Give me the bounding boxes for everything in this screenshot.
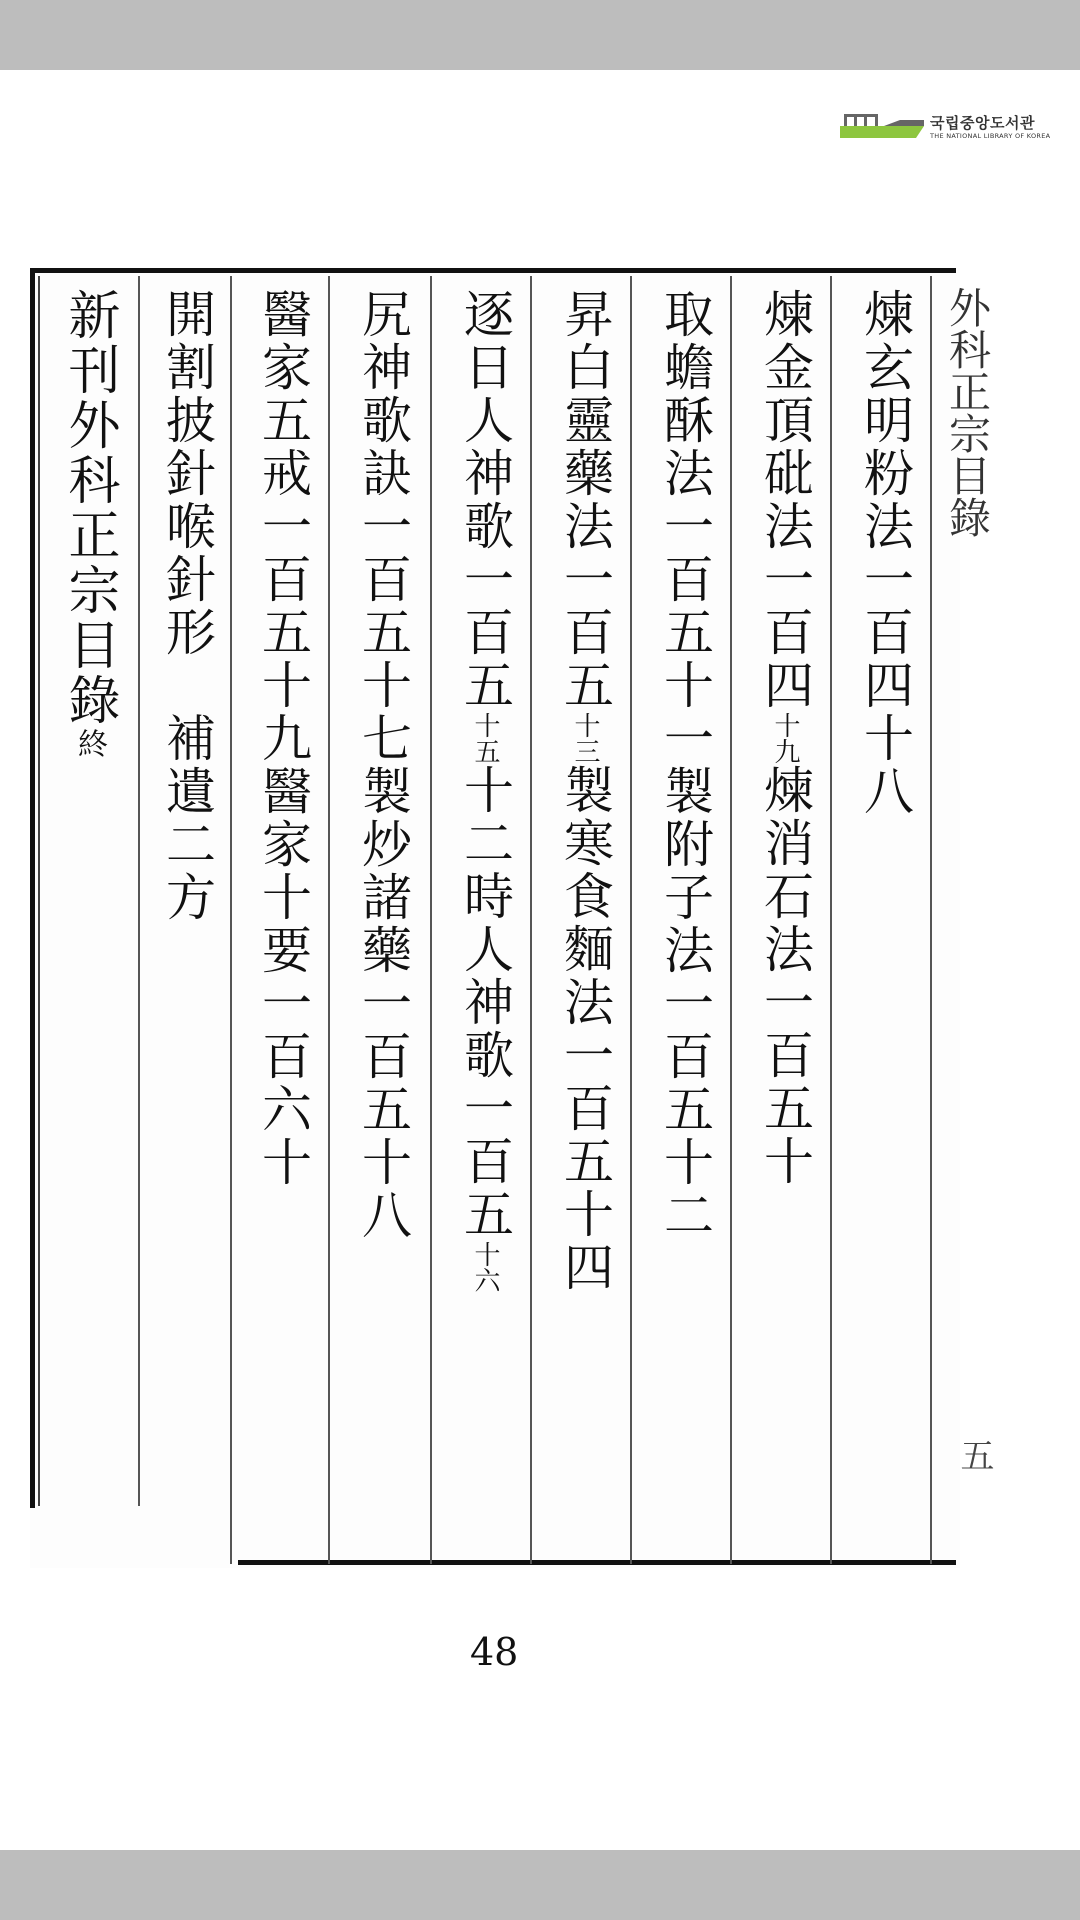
toc-entry: 逐日人神歌一百五 [456,288,514,712]
toc-column-1 [840,288,930,1558]
toc-column-6 [338,288,428,1558]
column-rule [328,276,330,1564]
toc-title: 新刊外科正宗目錄 [59,288,119,728]
library-name-english: THE NATIONAL LIBRARY OF KOREA [930,132,1051,140]
page-number: 48 [470,1630,519,1674]
toc-column-3 [640,288,730,1558]
top-bar [0,0,1080,70]
folio-number: 五 [954,1438,994,1472]
column-rule [530,276,532,1564]
toc-column-7 [238,288,328,1558]
toc-entry: 十二時人神歌一百五 [456,764,514,1241]
toc-entry: 煉金頂砒法一百四 [756,288,814,712]
running-head: 外科正宗目錄 [943,286,992,538]
bottom-bar [0,1850,1080,1920]
toc-entry: 昇白靈藥法一百五 [556,288,614,712]
frame-top-border [32,268,956,273]
library-logo [840,110,1050,146]
toc-column-4 [540,288,630,1558]
toc-title-column [44,288,134,1558]
frame-left-border [30,268,35,1508]
column-rule [730,276,732,1564]
toc-small-numeral: 十五 [470,712,500,764]
column-rule [930,276,932,1564]
toc-small-numeral: 十九 [770,712,800,764]
toc-small-numeral: 十六 [470,1241,500,1293]
toc-entry: 開割披針喉針形 補遺二方 [158,288,216,924]
column-rule [138,276,140,1506]
column-rule [430,276,432,1564]
frame-inner-rule [38,276,40,1506]
library-name-korean: 국립중앙도서관 [930,114,1035,132]
toc-entry: 製寒食麵法一百五十四 [556,764,614,1294]
toc-entry: 醫家五戒一百五十九醫家十要一百六十 [254,288,312,1189]
toc-column-2 [740,288,830,1558]
toc-entry: 煉玄明粉法一百四十八 [856,288,914,818]
toc-entry: 尻神歌訣一百五十七製炒諸藥一百五十八 [354,288,412,1242]
column-rule [830,276,832,1564]
library-logo-icon [840,112,924,138]
toc-end-mark: 終 [72,728,107,761]
frame-bottom-border [238,1560,956,1565]
toc-column-5 [440,288,530,1558]
book-page [30,268,994,1568]
toc-entry: 煉消石法一百五十 [756,764,814,1188]
column-rule [630,276,632,1564]
toc-small-numeral: 十三 [570,712,600,764]
toc-entry: 取蟾酥法一百五十一製附子法一百五十二 [656,288,714,1242]
toc-column-8 [142,288,232,1558]
